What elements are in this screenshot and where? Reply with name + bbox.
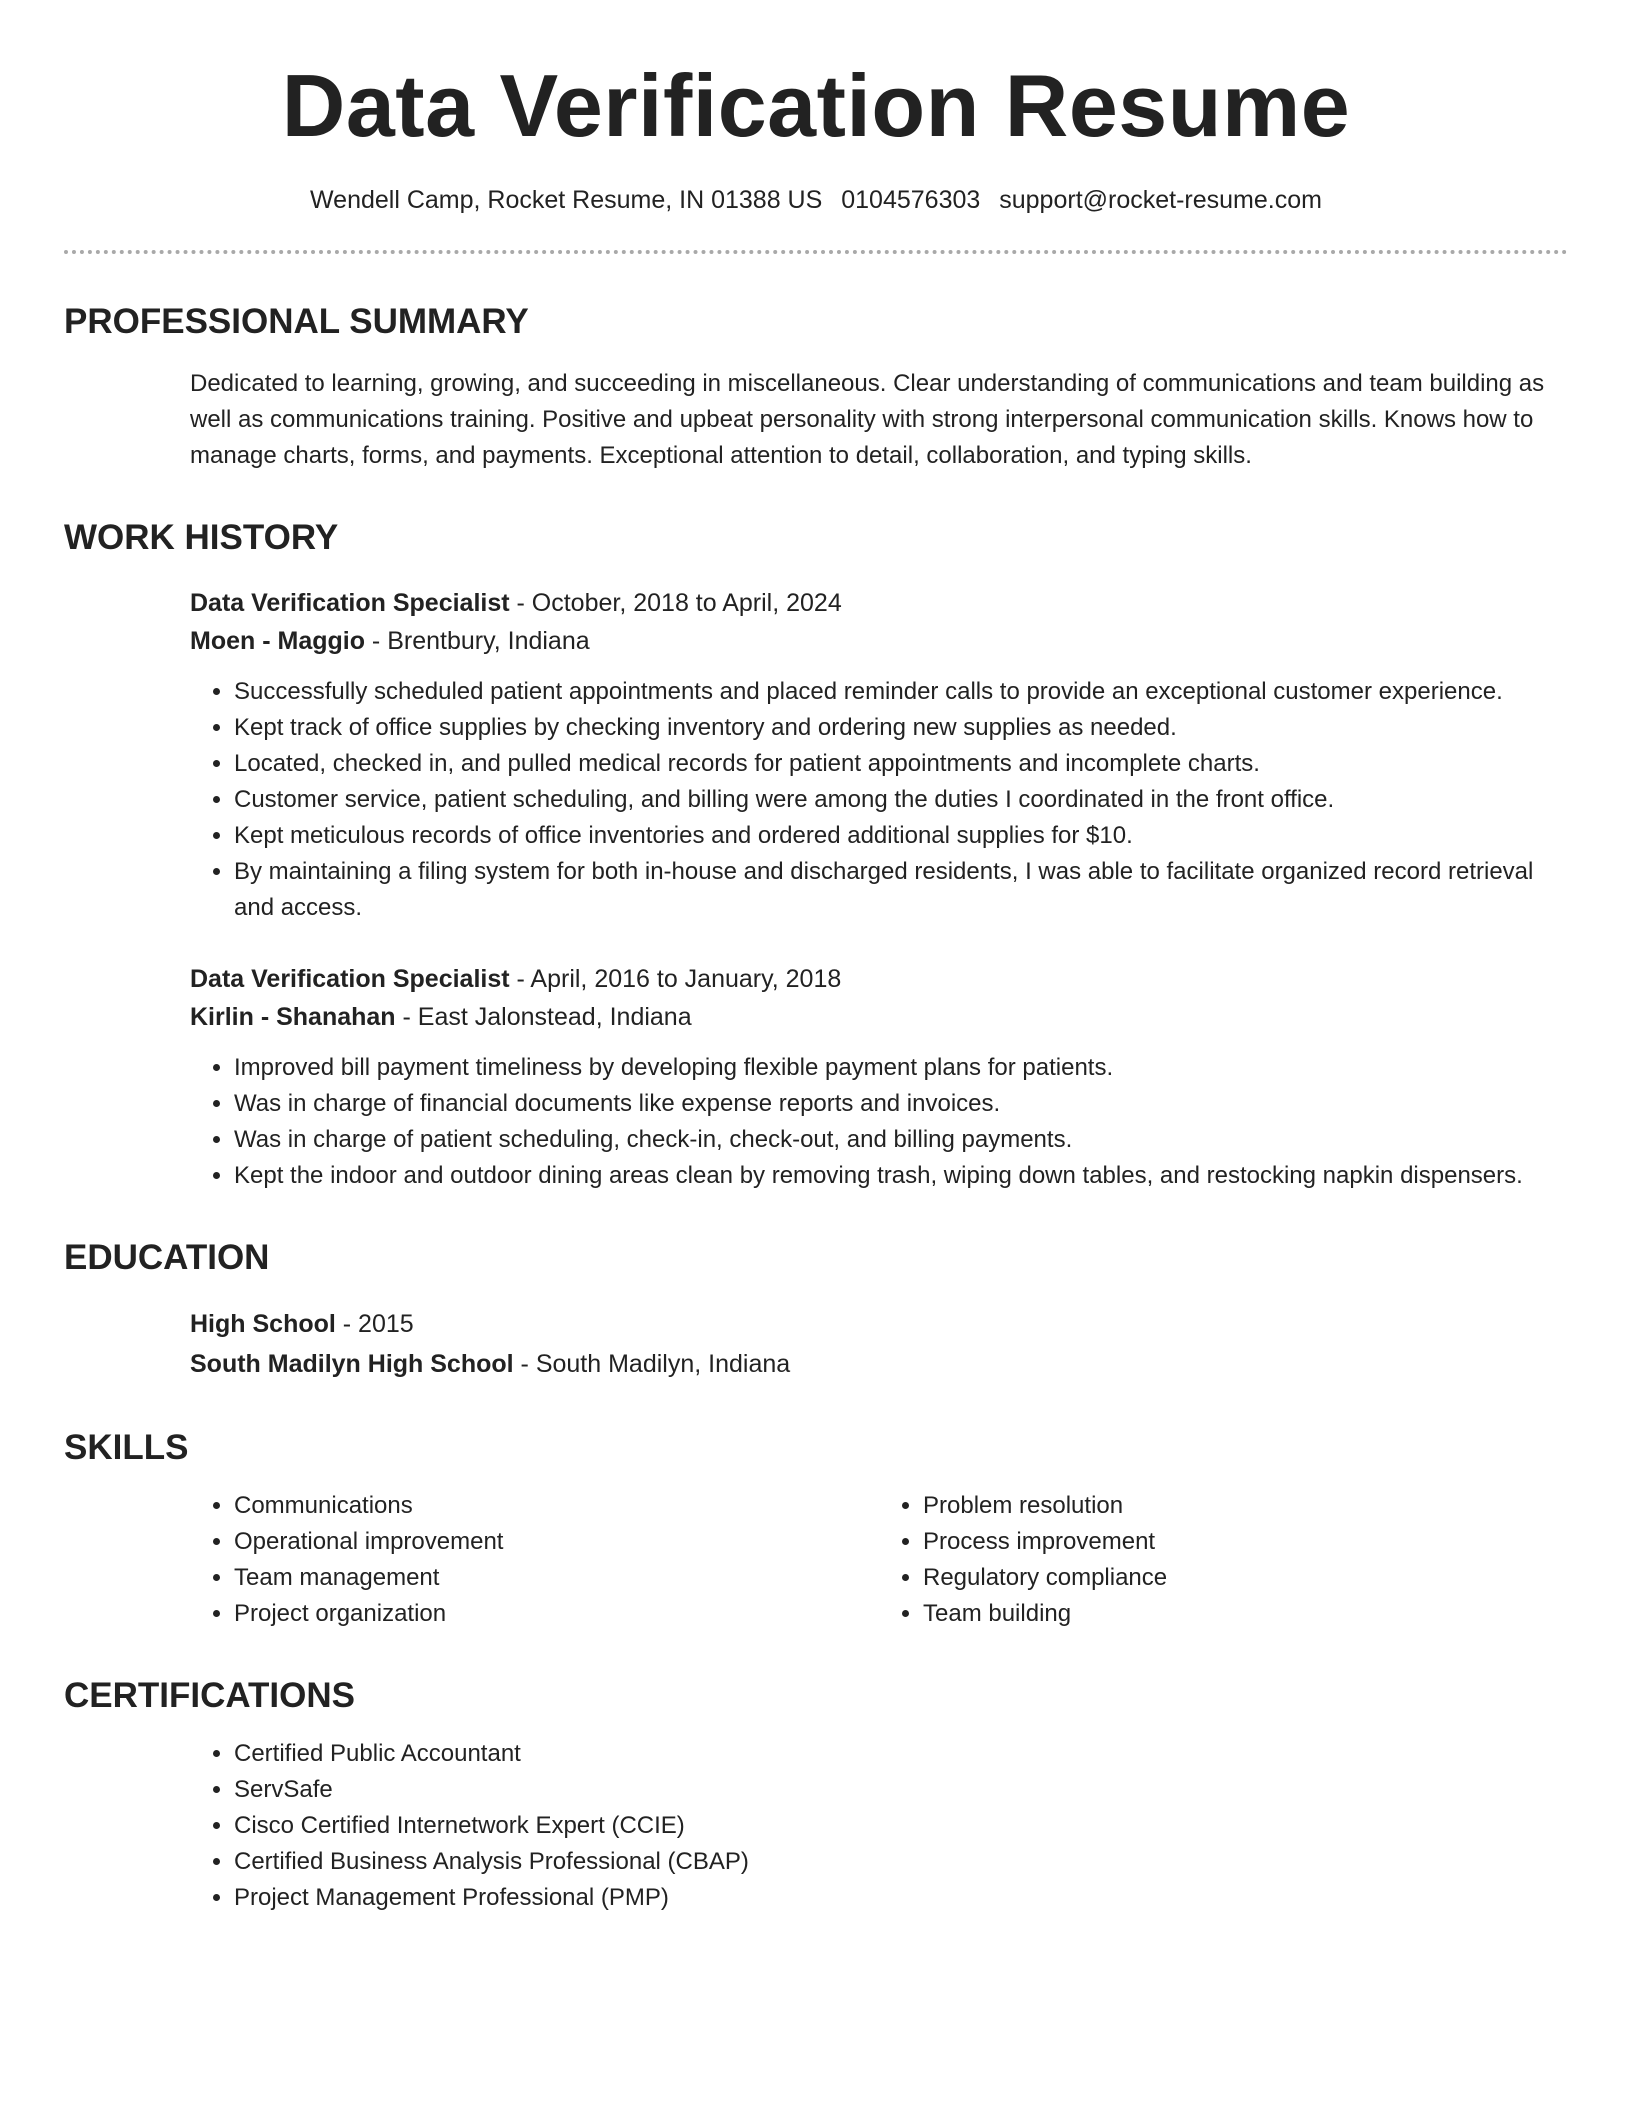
work-history-section	[64, 516, 1568, 1194]
education-heading: EDUCATION	[64, 1238, 270, 1277]
job-duties-list	[190, 674, 1568, 926]
job-duty: • Was in charge of financial documents like expense reports and invoices.	[234, 1086, 1568, 1122]
job-duty: • Kept meticulous records of office inventories and ordered additional supplies for $10.	[234, 818, 1568, 854]
education-year: - 2015	[335, 1310, 414, 1338]
job-entry	[190, 584, 1568, 926]
job-title: Data Verification Specialist	[190, 965, 510, 993]
certification-item: • Certified Public Accountant	[234, 1736, 1568, 1772]
education-section	[64, 1236, 1568, 1384]
skill-item: • Team management	[234, 1560, 879, 1596]
contact-line	[64, 184, 1568, 216]
certifications-list	[190, 1736, 1568, 1916]
certification-item: • Project Management Professional (PMP)	[234, 1880, 1568, 1916]
job-location: - East Jalonstead, Indiana	[395, 1003, 692, 1031]
job-company: Kirlin - Shanahan	[190, 1003, 396, 1031]
education-degree-line	[190, 1304, 1568, 1344]
job-duty: • By maintaining a filing system for both in-house and discharged residents, I was able to facilitate organized record retrieval and access.	[234, 854, 1568, 926]
certifications-section	[64, 1674, 1568, 1916]
job-duty: • Was in charge of patient scheduling, check-in, check-out, and billing payments.	[234, 1122, 1568, 1158]
job-duty: • Successfully scheduled patient appointments and placed reminder calls to provide an exceptional customer experience.	[234, 674, 1568, 710]
job-duties-list	[190, 1050, 1568, 1194]
job-dates: - October, 2018 to April, 2024	[509, 589, 842, 617]
job-location: - Brentbury, Indiana	[364, 627, 590, 655]
education-degree: High School	[190, 1310, 336, 1338]
job-title-line	[190, 960, 1568, 998]
work-history-heading: WORK HISTORY	[64, 518, 339, 557]
skill-item: • Operational improvement	[234, 1524, 879, 1560]
job-company-line	[190, 622, 1568, 660]
summary-text: Dedicated to learning, growing, and succeeding in miscellaneous. Clear understanding of communications and team building as well as communications training. Positive and upbeat personality with strong interpersonal communication skills. Knows how to manage charts, forms, and payments. Exceptional attention to detail, collaboration, and typing skills.	[190, 370, 1545, 469]
summary-section	[64, 300, 1568, 474]
certification-item: • Cisco Certified Internetwork Expert (CCIE)	[234, 1808, 1568, 1844]
header-divider	[64, 250, 1568, 254]
contact-email: support@rocket-resume.com	[999, 186, 1322, 214]
education-location: - South Madilyn, Indiana	[513, 1350, 791, 1378]
certifications-heading: CERTIFICATIONS	[64, 1676, 356, 1715]
job-title-line	[190, 584, 1568, 622]
job-dates: - April, 2016 to January, 2018	[509, 965, 842, 993]
education-school-line	[190, 1344, 1568, 1384]
job-duty: • Kept track of office supplies by checking inventory and ordering new supplies as needed.	[234, 710, 1568, 746]
skill-item: • Communications	[234, 1488, 879, 1524]
certification-item: • Certified Business Analysis Professional (CBAP)	[234, 1844, 1568, 1880]
skill-item: • Team building	[923, 1596, 1568, 1632]
resume-title: Data Verification Resume	[281, 56, 1351, 155]
job-company: Moen - Maggio	[190, 627, 365, 655]
skill-item: • Problem resolution	[923, 1488, 1568, 1524]
job-entry	[190, 960, 1568, 1194]
job-company-line	[190, 998, 1568, 1036]
skill-item: • Project organization	[234, 1596, 879, 1632]
job-duty: • Located, checked in, and pulled medical records for patient appointments and incomplete charts.	[234, 746, 1568, 782]
skill-item: • Process improvement	[923, 1524, 1568, 1560]
job-duty: • Improved bill payment timeliness by developing flexible payment plans for patients.	[234, 1050, 1568, 1086]
contact-phone: 0104576303	[841, 186, 981, 214]
skills-heading: SKILLS	[64, 1428, 189, 1467]
job-title: Data Verification Specialist	[190, 589, 510, 617]
summary-heading: PROFESSIONAL SUMMARY	[64, 302, 529, 341]
skills-section	[64, 1426, 1568, 1632]
skills-columns	[190, 1488, 1568, 1632]
contact-address: Wendell Camp, Rocket Resume, IN 01388 US	[310, 186, 823, 214]
certification-item: • ServSafe	[234, 1772, 1568, 1808]
skills-list-left	[190, 1488, 879, 1632]
skills-list-right	[879, 1488, 1568, 1632]
job-duty: • Kept the indoor and outdoor dining areas clean by removing trash, wiping down tables, and restocking napkin dispensers.	[234, 1158, 1568, 1194]
job-duty: • Customer service, patient scheduling, and billing were among the duties I coordinated in the front office.	[234, 782, 1568, 818]
skill-item: • Regulatory compliance	[923, 1560, 1568, 1596]
education-school: South Madilyn High School	[190, 1350, 514, 1378]
